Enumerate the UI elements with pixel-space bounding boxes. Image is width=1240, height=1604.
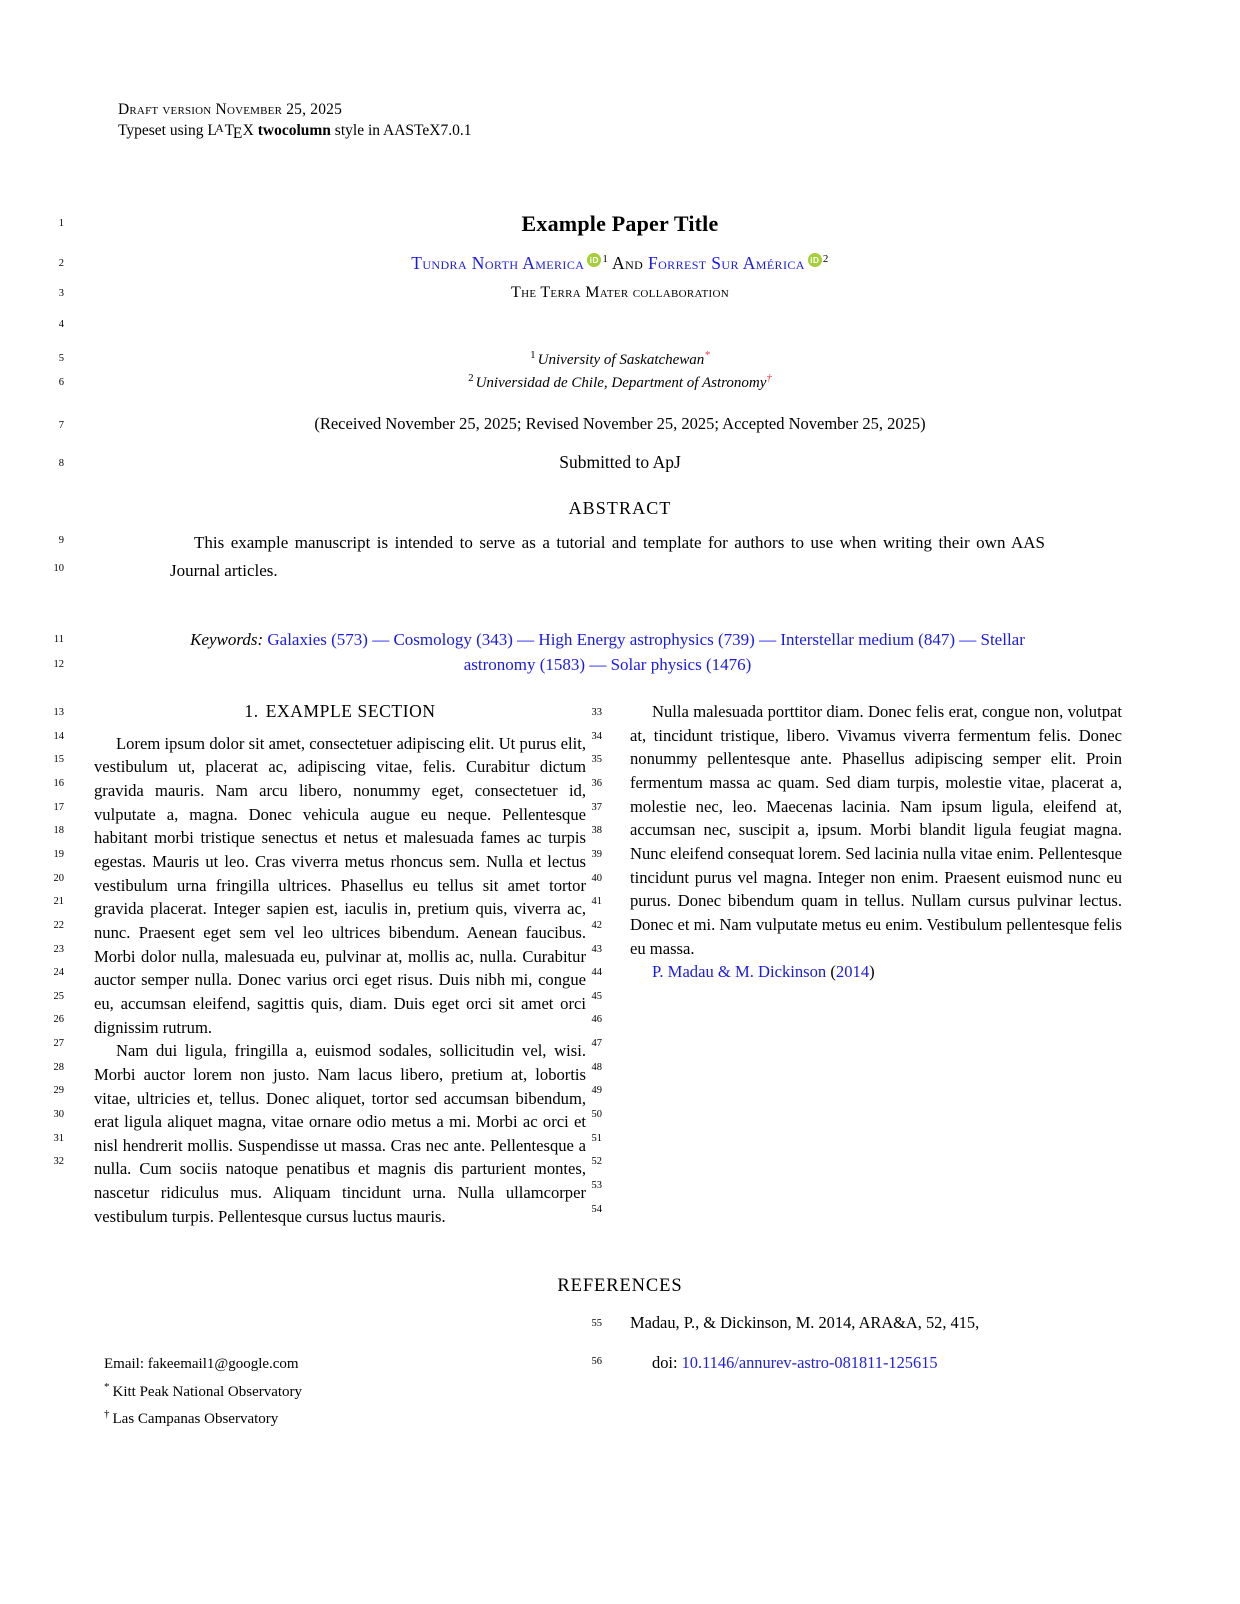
draft-version-prefix: Draft version: [118, 101, 212, 118]
keyword-item-1[interactable]: Cosmology (343): [393, 630, 513, 649]
line-number: 1: [58, 218, 64, 229]
draft-version-line: [118, 101, 342, 119]
footnote-email: [104, 1353, 524, 1376]
keyword-separator: —: [759, 630, 777, 649]
reference-doi-line: [630, 1351, 1122, 1375]
line-number: 7: [58, 420, 64, 431]
affiliation-1-marker[interactable]: *: [704, 349, 710, 361]
typeset-middle: style in: [330, 122, 384, 139]
keyword-separator: —: [589, 655, 607, 674]
footnote-rule: [94, 1332, 284, 1333]
keyword-item-4[interactable]: Stellar astronomy (1583): [463, 630, 1025, 674]
keyword-item-0[interactable]: Galaxies (573): [267, 630, 368, 649]
line-number: 35: [591, 754, 602, 766]
line-number: 25: [53, 990, 64, 1002]
footnote-2-text: Las Campanas Observatory: [112, 1411, 279, 1427]
line-number: 4: [58, 319, 64, 330]
author-conjunction: And: [612, 253, 644, 273]
line-number: 39: [591, 848, 602, 860]
reference-entry: Madau, P., & Dickinson, M. 2014, ARA&A, 52, 415,: [630, 1313, 980, 1332]
citation-year[interactable]: 2014: [835, 962, 870, 982]
line-number: 8: [58, 458, 64, 469]
line-number: 24: [53, 967, 64, 979]
draft-version-date: November 25, 2025: [215, 101, 343, 118]
orcid-icon[interactable]: [808, 253, 822, 267]
orcid-icon[interactable]: [587, 253, 601, 267]
keywords-label: Keywords:: [190, 630, 264, 649]
line-number: 45: [591, 990, 602, 1002]
affiliation-1-text: University of Saskatchewan: [537, 352, 705, 368]
line-number: 41: [591, 896, 602, 908]
line-number: 11: [53, 634, 64, 645]
line-number: 34: [591, 730, 602, 742]
affiliation-1-number: 1: [530, 349, 536, 361]
line-number: 12: [53, 659, 64, 670]
received-dates-line: (Received November 25, 2025; Revised November 25, 2025; Accepted November 25, 2025): [314, 414, 926, 433]
line-number: 9: [58, 535, 64, 546]
author-2-affil-marker: 2: [822, 253, 829, 266]
author-name-1[interactable]: Tundra North America: [411, 253, 585, 273]
line-number: 17: [53, 801, 64, 813]
line-number: 30: [53, 1109, 64, 1121]
line-number: 23: [53, 943, 64, 955]
author-list: [0, 253, 1240, 274]
typeset-prefix: Typeset using: [118, 122, 208, 139]
typeset-line: [118, 122, 472, 143]
author-name-2[interactable]: Forrest Sur América: [647, 253, 805, 273]
line-number: 26: [53, 1014, 64, 1026]
affiliation-1: [0, 349, 1240, 369]
references-heading: REFERENCES: [557, 1276, 683, 1296]
line-number: 52: [591, 1156, 602, 1168]
keyword-separator: —: [959, 630, 977, 649]
keyword-item-5[interactable]: Solar physics (1476): [610, 655, 752, 674]
line-number: 6: [58, 377, 64, 388]
typeset-version: AASTeX7.0.1: [383, 122, 472, 139]
footnote-1: [104, 1376, 524, 1404]
line-number: 20: [53, 872, 64, 884]
line-number: 28: [53, 1061, 64, 1073]
line-number: 27: [53, 1038, 64, 1050]
keyword-item-2[interactable]: High Energy astrophysics (739): [538, 630, 755, 649]
line-number: 33: [591, 707, 602, 718]
line-number: 44: [591, 967, 602, 979]
line-number: 10: [53, 563, 64, 574]
footnote-2: [104, 1403, 524, 1431]
paragraph: Nam dui ligula, fringilla a, euismod sodales, sollicitudin vel, wisi. Morbi auctor lorem non justo. Nam lacus libero, pretium at, lobortis vitae, ultricies et, tellus. Donec aliquet, tortor sed accumsan bibendum, erat ligula aliquet magna, vitae ornare odio metus a mi. Morbi ac orci et nisl hendrerit mollis. Suspendisse ut massa. Cras nec ante. Pellentesque a nulla. Cum sociis natoque penatibus et magnis dis parturient montes, nascetur ridiculus mus. Aliquam tincidunt urna. Nulla ullamcorper vestibulum turpis. Pellentesque cursus luctus mauris.: [94, 1041, 586, 1226]
footnote-2-marker: †: [104, 1408, 110, 1420]
inline-citation[interactable]: P. Madau & M. Dickinson (2014): [652, 962, 875, 982]
latex-logo: LATEX: [207, 122, 254, 143]
line-number: 38: [591, 825, 602, 837]
section-number: 1.: [244, 701, 259, 721]
email-label: Email:: [104, 1356, 144, 1372]
keyword-separator: —: [517, 630, 535, 649]
line-number: 49: [591, 1085, 602, 1097]
line-number: 43: [591, 943, 602, 955]
author-1-affil-marker: 1: [602, 253, 609, 266]
line-number: 51: [591, 1132, 602, 1144]
email-value[interactable]: fakeemail1@google.com: [147, 1356, 299, 1372]
line-number: 55: [591, 1318, 602, 1329]
line-number: 14: [53, 730, 64, 742]
body-column-left: [94, 700, 586, 1228]
line-number: 21: [53, 896, 64, 908]
line-number: 36: [591, 777, 602, 789]
line-number: 31: [53, 1132, 64, 1144]
keywords-block: [170, 627, 1045, 677]
line-number: 47: [591, 1038, 602, 1050]
line-number: 22: [53, 919, 64, 931]
affiliation-2-number: 2: [468, 372, 474, 384]
affiliation-2: [0, 372, 1240, 392]
collaboration-line: The Terra Mater collaboration: [511, 284, 729, 301]
line-number: 15: [53, 754, 64, 766]
paragraph: Lorem ipsum dolor sit amet, consectetuer adipiscing elit. Ut purus elit, vestibulum ut, placerat ac, adipiscing vitae, felis. Curabitur dictum gravida mauris. Nam arcu libero, nonummy eget, consectetuer id, vulputate a, magna. Donec vehicula augue eu neque. Pellentesque habitant morbi tristique senectus et netus et malesuada fames ac turpis egestas. Mauris ut leo. Cras viverra metus rhoncus sem. Nulla et lectus vestibulum urna fringilla ultrices. Phasellus eu tellus sit amet tortor gravida placerat. Integer sapien est, iaculis in, pretium quis, viverra ac, nunc. Praesent eget sem vel leo ultrices bibendum. Aenean faucibus. Morbi dolor nulla, malesuada eu, pulvinar at, mollis ac, nulla. Curabitur auctor semper nulla. Donec varius orci eget risus. Duis nibh mi, congue eu, accumsan eleifend, sagittis quis, diam. Duis eget orci sit amet orci dignissim rutrum.: [94, 733, 586, 1037]
references-list: [630, 1311, 1122, 1391]
doi-label: doi:: [652, 1352, 678, 1372]
line-number: 56: [591, 1356, 602, 1367]
line-number: 37: [591, 801, 602, 813]
abstract-heading: ABSTRACT: [568, 498, 672, 518]
citation-authors[interactable]: P. Madau & M. Dickinson: [652, 962, 827, 982]
line-number: 53: [591, 1180, 602, 1191]
affiliation-2-text: Universidad de Chile, Department of Astronomy: [475, 375, 767, 391]
body-column-right: [630, 700, 1122, 984]
line-number: 18: [53, 825, 64, 837]
line-number: 40: [591, 872, 602, 884]
line-number: 42: [591, 919, 602, 931]
section-heading: [94, 700, 586, 724]
line-number: 5: [58, 353, 64, 364]
line-number: 2: [58, 258, 64, 269]
footnote-1-text: Kitt Peak National Observatory: [112, 1383, 303, 1400]
line-number: 29: [53, 1085, 64, 1097]
line-number: 50: [591, 1109, 602, 1121]
affiliation-2-marker[interactable]: †: [766, 372, 772, 384]
footnote-block: [104, 1353, 524, 1431]
line-number: 16: [53, 777, 64, 789]
line-number: 54: [591, 1203, 602, 1215]
abstract-body: This example manuscript is intended to serve as a tutorial and template for authors to use when writing their own AAS Journal articles.: [170, 533, 1045, 580]
section-title: EXAMPLE SECTION: [265, 701, 436, 721]
line-number: 3: [58, 288, 64, 299]
submitted-to-line: Submitted to ApJ: [559, 452, 681, 472]
line-number: 46: [591, 1014, 602, 1026]
page-title: Example Paper Title: [521, 211, 719, 236]
line-number: 19: [53, 848, 64, 860]
footnote-1-marker: *: [104, 1380, 110, 1393]
keyword-item-3[interactable]: Interstellar medium (847): [780, 630, 955, 649]
line-number: 13: [53, 707, 64, 718]
keyword-separator: —: [372, 630, 390, 649]
line-number: 32: [53, 1156, 64, 1168]
paragraph: Nulla malesuada porttitor diam. Donec felis erat, congue non, volutpat at, tincidunt tristique, libero. Vivamus viverra fermentum felis. Donec nonummy pellentesque ante. Phasellus adipiscing semper elit. Proin fermentum massa ac quam. Sed diam turpis, molestie vitae, placerat a, molestie nec, leo. Maecenas lacinia. Nam ipsum ligula, eleifend at, accumsan nec, suscipit a, ipsum. Morbi blandit ligula feugiat magna. Nunc eleifend consequat lorem. Sed lacinia nulla vitae enim. Pellentesque tincidunt purus vel magna. Integer non enim. Praesent euismod nunc eu purus. Donec bibendum quam in tellus. Nullam cursus pulvinar lectus. Donec et mi. Nam vulputate metus eu enim. Vestibulum pellentesque felis eu massa.: [630, 702, 1122, 958]
doi-link[interactable]: 10.1146/annurev-astro-081811-125615: [681, 1352, 938, 1372]
line-number: 48: [591, 1061, 602, 1073]
typeset-style-name: twocolumn: [257, 122, 331, 139]
